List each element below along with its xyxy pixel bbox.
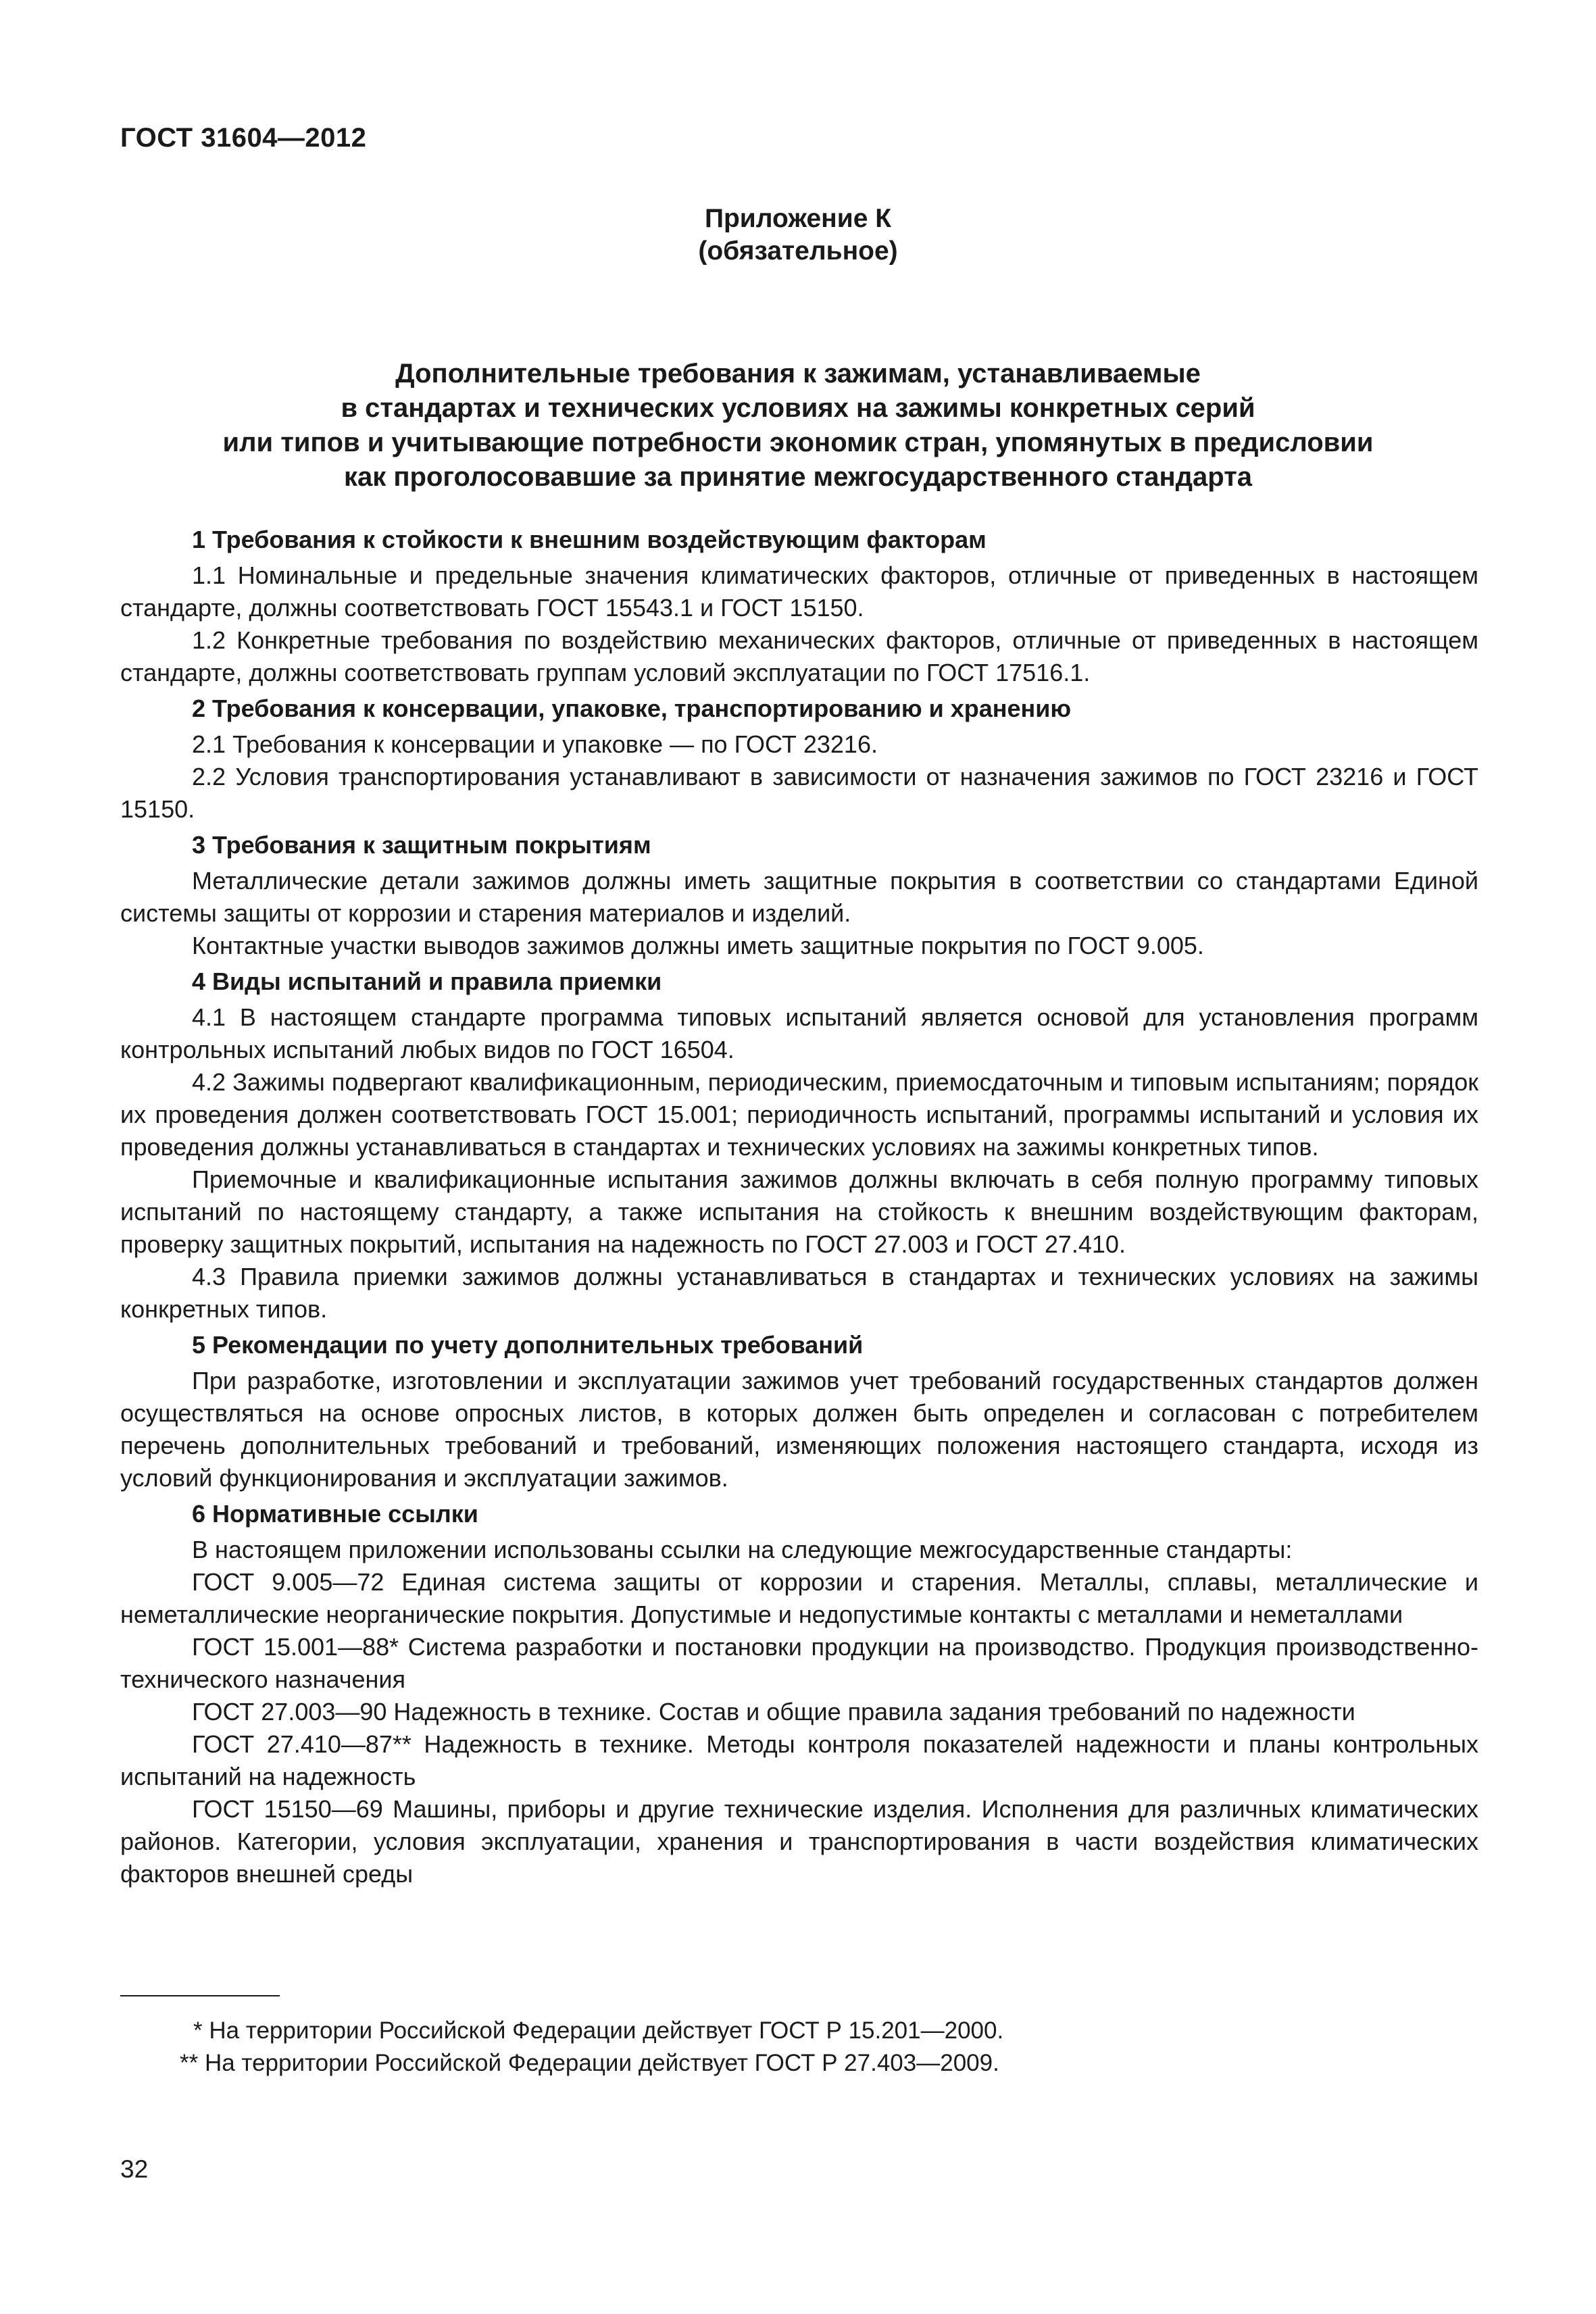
paragraph: 1.2 Конкретные требования по воздействию механических факторов, отличные от приведенных в настоящем стандарте, должны соответствовать группам условий эксплуатации по ГОСТ 17516.1. <box>120 626 1478 686</box>
section-heading: 2 Требования к консервации, упаковке, транспортированию и хранению <box>192 695 1072 722</box>
title-line: или типов и учитывающие потребности экономик стран, упомянутых в предисловии <box>222 428 1374 457</box>
section-heading: 6 Нормативные ссылки <box>192 1500 478 1528</box>
footnote: ** На территории Российской Федерации действует ГОСТ Р 27.403—2009. <box>180 2050 999 2076</box>
section-heading: 1 Требования к стойкости к внешним воздействующим факторам <box>192 526 987 553</box>
paragraph: Контактные участки выводов зажимов должны иметь защитные покрытия по ГОСТ 9.005. <box>192 932 1204 959</box>
reference-entry: ГОСТ 15.001—88* Система разработки и постановки продукции на производство. Продукция производственно-технического назначения <box>120 1633 1478 1693</box>
paragraph: 2.2 Условия транспортирования устанавливают в зависимости от назначения зажимов по ГОСТ 23216 и ГОСТ 15150. <box>120 763 1478 823</box>
title-line: в стандартах и технических условиях на зажимы конкретных серий <box>341 393 1255 423</box>
paragraph: 2.1 Требования к консервации и упаковке — по ГОСТ 23216. <box>192 730 878 758</box>
paragraph: 4.1 В настоящем стандарте программа типовых испытаний является основой для установления программ контрольных испытаний любых видов по ГОСТ 16504. <box>120 1003 1478 1063</box>
paragraph: 4.2 Зажимы подвергают квалификационным, периодическим, приемосдаточным и типовым испытаниям; порядок их проведения должен соответствовать ГОСТ 15.001; периодичность испытаний, программы испытаний и условия их проведения должны устанавливаться в стандартах и технических условиях на зажимы конкретных типов. <box>120 1068 1478 1161</box>
annex-heading <box>0 203 1596 268</box>
paragraph: В настоящем приложении использованы ссылки на следующие межгосударственные стандарты: <box>192 1536 1293 1563</box>
title-line: Дополнительные требования к зажимам, устанавливаемые <box>395 359 1201 388</box>
paragraph: 4.3 Правила приемки зажимов должны устанавливаться в стандартах и технических условиях на зажимы конкретных типов. <box>120 1263 1478 1323</box>
footnote: * На территории Российской Федерации действует ГОСТ Р 15.201—2000. <box>193 2017 1004 2044</box>
paragraph: При разработке, изготовлении и эксплуатации зажимов учет требований государственных стандартов должен осуществляться на основе опросных листов, в которых должен быть определен и согласован с потребителем перечень дополнительных требований и требований, изменяющих положения настоящего стандарта, исходя из условий функционирования и эксплуатации зажимов. <box>120 1367 1478 1492</box>
title-line: как проголосовавшие за принятие межгосударственного стандарта <box>343 462 1253 492</box>
reference-entry: ГОСТ 15150—69 Машины, приборы и другие технические изделия. Исполнения для различных климатических районов. Категории, условия эксплуатации, хранения и транспортирования в части воздействия климатических факторов внешней среды <box>120 1795 1478 1888</box>
annex-status: (обязательное) <box>698 236 898 266</box>
document-header: ГОСТ 31604—2012 <box>120 123 367 153</box>
reference-entry: ГОСТ 9.005—72 Единая система защиты от коррозии и старения. Металлы, сплавы, металлические и неметаллические неорганические покрытия. Допустимые и недопустимые контакты с металлами и неметаллами <box>120 1568 1478 1628</box>
paragraph: Металлические детали зажимов должны иметь защитные покрытия в соответствии со стандартами Единой системы защиты от коррозии и старения материалов и изделий. <box>120 867 1478 927</box>
page-number: 32 <box>120 2155 149 2183</box>
reference-entry: ГОСТ 27.003—90 Надежность в технике. Состав и общие правила задания требований по надежности <box>192 1698 1355 1726</box>
annex-label: Приложение К <box>704 204 892 233</box>
document-body <box>120 520 1478 1890</box>
annex-title <box>135 357 1461 495</box>
footnotes <box>120 2015 1478 2080</box>
section-heading: 5 Рекомендации по учету дополнительных требований <box>192 1331 864 1359</box>
reference-entry: ГОСТ 27.410—87** Надежность в технике. Методы контроля показателей надежности и планы контрольных испытаний на надежность <box>120 1730 1478 1790</box>
paragraph: Приемочные и квалификационные испытания зажимов должны включать в себя полную программу типовых испытаний по настоящему стандарту, а также испытания на стойкость к внешним воздействующим факторам, проверку защитных покрытий, испытания на надежность по ГОСТ 27.003 и ГОСТ 27.410. <box>120 1165 1478 1258</box>
section-heading: 4 Виды испытаний и правила приемки <box>192 967 662 995</box>
footnote-separator <box>120 1995 280 1996</box>
paragraph: 1.1 Номинальные и предельные значения климатических факторов, отличные от приведенных в настоящем стандарте, должны соответствовать ГОСТ 15543.1 и ГОСТ 15150. <box>120 561 1478 622</box>
section-heading: 3 Требования к защитным покрытиям <box>192 831 651 859</box>
